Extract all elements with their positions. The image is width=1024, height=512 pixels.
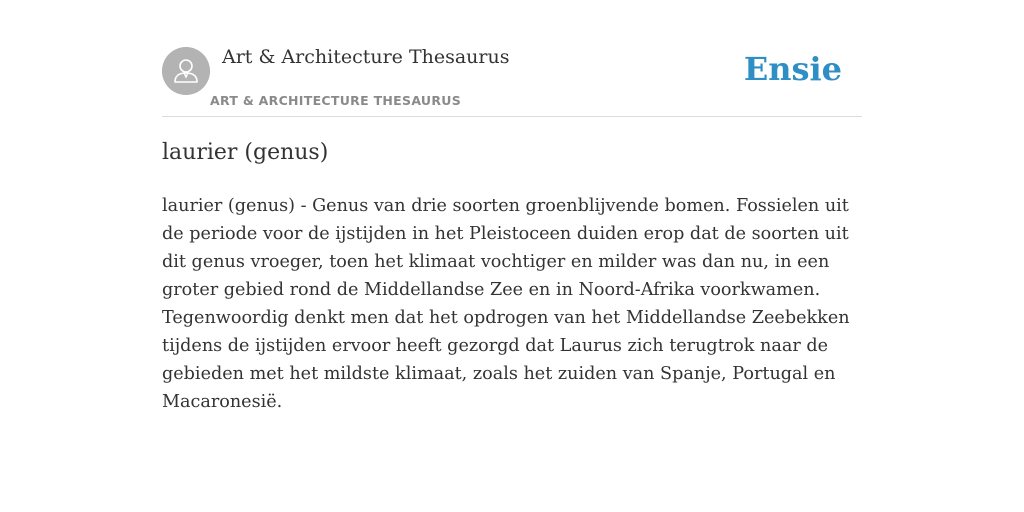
page-content (162, 0, 862, 412)
user-avatar-icon[interactable] (162, 47, 210, 95)
ensie-logo[interactable]: Ensie (743, 50, 842, 88)
entry-header (162, 0, 862, 117)
source-subtitle[interactable]: ART & ARCHITECTURE THESAURUS (210, 93, 462, 108)
definition-text: laurier (genus) - Genus van drie soorten groenblijvende bomen. Fossielen uit de periode voor de ijstijden in het Pleistoceen duiden erop dat de soorten uit dit genus vroeger, toen het klimaat vochtiger en milder was dan nu, in een groter gebied rond de Middellandse Zee en in Noord-Afrika voorkwamen. Tegenwoordig denkt men dat het opdrogen van het Middellandse Zeebekken tijdens de ijstijden ervoor heeft gezorgd dat Laurus zich terugtrok naar de gebieden met het mildste klimaat, zoals het zuiden van Spanje, Portugal en Macaronesië. (162, 196, 850, 412)
source-title[interactable]: Art & Architecture Thesaurus (222, 46, 510, 68)
term-title: laurier (genus) (162, 140, 329, 165)
